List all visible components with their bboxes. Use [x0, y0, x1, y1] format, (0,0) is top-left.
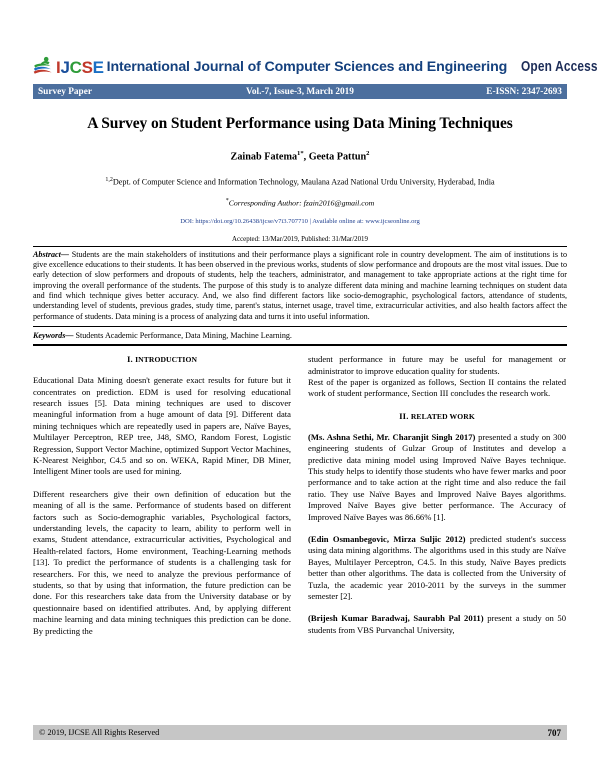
section-title-related-work: RELATED WORK [410, 411, 475, 421]
affiliation-text: Dept. of Computer Science and Information Technology, Maulana Azad National Urdu University, Hyderabad, India [112, 178, 495, 188]
author-1-name: Zainab Fatema [230, 151, 298, 163]
body-columns [33, 354, 567, 637]
right-column [308, 354, 566, 637]
author-separator: , [303, 151, 309, 163]
keywords-block [33, 327, 567, 344]
author-list [33, 150, 567, 162]
related-work-ref-1 [308, 432, 566, 523]
section-title-introduction: INTRODUCTION [135, 355, 198, 365]
abstract-label: Abstract— [33, 249, 69, 259]
journal-logo-text [56, 59, 104, 76]
corresponding-author-text: Corresponding Author: fzain2016@gmail.com [228, 198, 375, 208]
accepted-published-line: Accepted: 13/Mar/2019, Published: 31/Mar/2019 [232, 235, 368, 243]
keywords-text: Students Academic Performance, Data Mining, Machine Learning. [73, 330, 292, 340]
related-work-ref-3 [308, 613, 566, 636]
ref-3-text: present a study on 50 students from VBS Purvanchal University, [308, 613, 567, 635]
open-access-label: Open Access [521, 59, 598, 75]
issn-label: E-ISSN: 2347-2693 [486, 86, 562, 97]
intro-continued-paragraph: student performance in future may be useful for management or administrator to improve education quality for students. [308, 354, 566, 376]
author-1-marker: 1* [297, 150, 304, 157]
abstract-text: Students are the main stakeholders of institutions and their performance plays a significant role in country development. The aim of institutions is to give excellence educations to their students. It has been observed in the previous works, students of slow performance and dropouts are the most vital issues. Due to early detection of slow performers and dropouts of students, help the teachers, administrator, and management to take appropriate actions at the right time for improving the overall performance of the students. The purpose of this study is to analyze different data mining and machine learning techniques on student data and find which technique gives better accuracy. And, we also find different factors like socio-demographic, psychological factors, attendance of students, understanding level of students, previous grades, study time, parent's status, internet usage, travel time, extracurricular activities, and also health factors affect the performance of students. Data mining is a process of analyzing data and turns it into useful information. [33, 249, 567, 321]
page-number: 707 [547, 727, 561, 738]
paper-organization-paragraph: Rest of the paper is organized as follows, Section II contains the related work of student performance, Section III concludes the research work. [308, 376, 566, 399]
ijcse-logo-icon [33, 56, 55, 76]
affiliation-line [33, 177, 567, 187]
ref-3-citation: (Brijesh Kumar Baradwaj, Saurabh Pal 2011) [308, 613, 484, 624]
volume-issue-label: Vol.-7, Issue-3, March 2019 [246, 86, 354, 97]
intro-paragraph-1: Educational Data Mining doesn't generate exact results for future but it concentrates on prediction. EDM is used for resolving educational research issues [5]. Data mining techniques are used to discover meaningful information from a huge amount of data [9]. Different data mining techniques which are repeatedly used in papers are, Naïve Bayes, Multilayer Perceptron, REP tree, J48, SMO, Random Forest, Logistic Regression, Support Vector Machine, optimized Support Vector Machines, K-Nearest Neighbor, C4.5 and so on. WEKA, Rapid Miner, DB Miner, Intelligent Miner tools are used for mining. [33, 375, 291, 477]
logo-letter-c: C [69, 58, 82, 77]
corresponding-author-line [33, 198, 567, 208]
section-heading-introduction [33, 354, 291, 364]
related-work-ref-2 [308, 534, 566, 602]
author-2-name: Geeta Pattun [308, 151, 367, 163]
logo-letter-e: E [92, 58, 104, 77]
logo-letter-s: S [81, 58, 93, 77]
paper-type-label: Survey Paper [38, 86, 92, 97]
logo-letter-j: J [60, 58, 70, 77]
keywords-label: Keywords— [33, 330, 74, 340]
section-number-introduction: I. [126, 354, 133, 365]
journal-masthead [33, 0, 598, 77]
page-title: A Survey on Student Performance using Data Mining Techniques [87, 115, 513, 132]
abstract-block [33, 247, 567, 326]
ref-1-citation: (Ms. Ashna Sethi, Mr. Charanjit Singh 2017) [308, 431, 476, 442]
keywords-bottom-rule [33, 344, 567, 346]
doi-availability-line[interactable]: DOI: https://doi.org/10.26438/ijcse/v7i3.707710 | Available online at: www.ijcseonline.org [180, 217, 420, 225]
page-footer [33, 725, 567, 740]
section-heading-related-work [308, 411, 566, 421]
section-number-related-work: II. [399, 410, 409, 421]
ref-2-text: predicted student's success using data mining algorithms. The algorithms used in this study are Naïve Bayes, Multilayer Perceptron, C4.5. In this study, Naïve Bayes predicts better than other algorithms. The data is collected from the University of Tuzla, the academic year 2010-2011 by the surveys in the summer semester [2]. [308, 533, 567, 601]
corresponding-marker: * [225, 198, 229, 205]
author-2-marker: 2 [366, 150, 370, 157]
affiliation-marker: 1,2 [105, 177, 113, 184]
ref-2-citation: (Edin Osmanbegovic, Mirza Suljic 2012) [308, 533, 466, 544]
journal-title: International Journal of Computer Sciences and Engineering [106, 59, 508, 75]
logo-letter-i: I [56, 58, 61, 77]
ref-1-text: presented a study on 300 engineering students of Gulzar Group of Institutes and develop a predictive data mining model using Improved Naïve Bayes technique. This study helps to identify those students who have fewer marks and poor performance and to take action at the right time and also reduce the fail ratio. They use Naïve Bayes and Improved Naïve Bayes algorithms. Improved Naïve Bayes give better performance. The Accuracy of Improved Naïve Bayes was 86.66% [1]. [308, 431, 566, 522]
copyright-label: © 2019, IJCSE All Rights Reserved [39, 728, 160, 737]
intro-paragraph-2: Different researchers give their own definition of education but the meaning of all is the same. Performance of students based on different factors such as Socio-demographic variables, Psychological factors, understanding levels, the capacity to learn, ability to perform well in exams, Student attendance, extracurricular activities, Psychological and Health-related factors, Home environment, Teaching-Learning methods [13]. To predict the performance of students is a challenging task for researchers. For this, we need to analyze the previous performance of students, so that by using that information, the future prediction can be done. For this researchers take data from the University database or by questionnaire based on identified attributes. And, by applying different machine learning and data mining techniques this prediction can be done. By predicting the [33, 488, 291, 636]
left-column [33, 354, 291, 637]
issue-info-bar [33, 84, 567, 99]
